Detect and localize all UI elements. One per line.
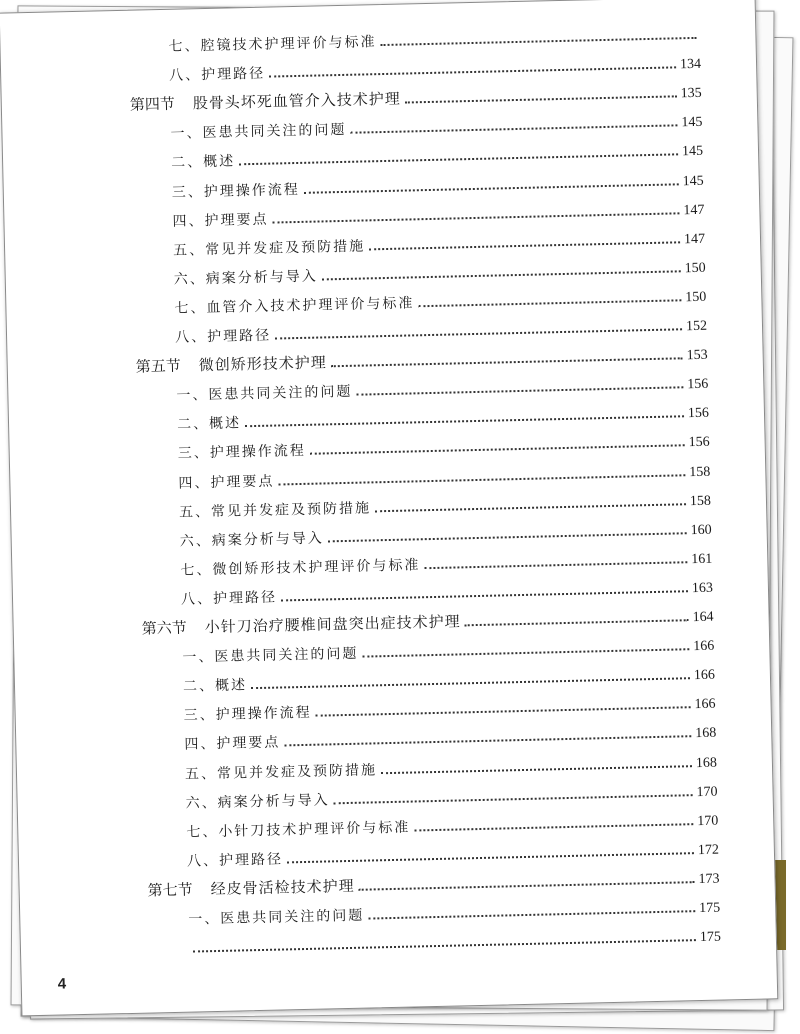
section-number: 第五节 bbox=[135, 356, 181, 376]
item-title: 二、概述 bbox=[170, 153, 236, 172]
dot-leader bbox=[328, 532, 687, 542]
toc-page-number: 150 bbox=[685, 289, 707, 306]
dot-leader bbox=[381, 765, 692, 774]
toc-page-number: 153 bbox=[686, 347, 708, 364]
item-title: 二、概述 bbox=[182, 677, 248, 695]
item-title: 四、护理要点 bbox=[172, 211, 269, 230]
toc-page-number: 168 bbox=[695, 726, 717, 742]
item-title: 七、小针刀技术护理评价与标准 bbox=[186, 819, 411, 841]
dot-leader bbox=[284, 736, 691, 747]
item-title: 五、常见并发症及预防措施 bbox=[172, 238, 366, 259]
dot-leader bbox=[375, 503, 686, 512]
toc-page-number: 156 bbox=[688, 435, 710, 451]
toc-page-number: 170 bbox=[696, 784, 718, 800]
toc-page-number: 173 bbox=[698, 871, 720, 887]
dot-leader bbox=[281, 590, 688, 601]
item-title: 三、护理操作流程 bbox=[171, 181, 300, 201]
dot-leader bbox=[369, 241, 680, 250]
dot-leader bbox=[356, 386, 683, 395]
toc-page-number: 175 bbox=[699, 900, 721, 917]
dot-leader bbox=[359, 881, 695, 891]
item-title: 八、护理路径 bbox=[186, 851, 284, 870]
item-title: 六、病案分析与导入 bbox=[185, 792, 330, 812]
toc-page-number: 156 bbox=[687, 406, 710, 422]
toc-page-number: 161 bbox=[691, 551, 713, 567]
dot-leader bbox=[424, 561, 687, 569]
section-title: 股骨头坏死血管介入技术护理 bbox=[192, 89, 402, 113]
dot-leader bbox=[405, 96, 677, 104]
toc-page-number: 150 bbox=[684, 260, 706, 277]
dot-leader bbox=[331, 357, 683, 367]
toc-page-number: 152 bbox=[685, 318, 708, 335]
toc-page-number: 160 bbox=[690, 522, 712, 538]
item-title: 六、病案分析与导入 bbox=[173, 268, 318, 288]
toc-page-number: 172 bbox=[697, 842, 720, 858]
dot-leader bbox=[368, 910, 695, 919]
item-title: 七、微创矫形技术护理评价与标准 bbox=[180, 557, 421, 579]
dot-leader bbox=[381, 37, 697, 46]
item-title: 二、概述 bbox=[176, 415, 242, 434]
item-title: 一、医患共同关注的问题 bbox=[182, 645, 359, 666]
dot-leader bbox=[351, 125, 678, 134]
dot-leader bbox=[334, 794, 693, 804]
item-title: 一、医患共同关注的问题 bbox=[188, 907, 365, 928]
toc-page-number: 170 bbox=[697, 813, 719, 829]
section-number: 第七节 bbox=[147, 880, 193, 900]
dot-leader bbox=[362, 648, 689, 657]
dot-leader bbox=[273, 212, 680, 223]
item-title: 三、护理操作流程 bbox=[177, 443, 306, 463]
dot-leader bbox=[278, 474, 685, 485]
dot-leader bbox=[275, 328, 682, 339]
toc-page-number: 175 bbox=[699, 929, 722, 946]
toc-page-number: 166 bbox=[694, 696, 716, 713]
dot-leader bbox=[465, 619, 689, 626]
dot-leader bbox=[310, 445, 685, 456]
toc-page-number: 163 bbox=[691, 580, 714, 597]
toc-page-number: 164 bbox=[692, 609, 714, 626]
toc-page-number: 158 bbox=[689, 464, 711, 480]
item-title: 四、护理要点 bbox=[184, 734, 281, 754]
section-title: 经皮骨活检技术护理 bbox=[210, 876, 355, 899]
toc-page-number: 147 bbox=[683, 202, 705, 218]
toc-item-row bbox=[189, 922, 721, 958]
toc-page-number: 158 bbox=[689, 493, 712, 509]
section-number: 第四节 bbox=[129, 94, 176, 114]
item-title: 四、护理要点 bbox=[178, 473, 275, 492]
dot-leader bbox=[304, 183, 679, 194]
toc-page-number: 168 bbox=[695, 755, 718, 771]
toc-page-number: 166 bbox=[693, 638, 715, 655]
item-title: 八、护理路径 bbox=[180, 589, 278, 608]
dot-leader bbox=[269, 66, 676, 77]
item-title: 一、医患共同关注的问题 bbox=[170, 122, 347, 143]
item-title: 一、医患共同关注的问题 bbox=[176, 383, 353, 404]
toc-page-number: 166 bbox=[693, 667, 716, 684]
dot-leader bbox=[287, 852, 694, 863]
toc-page-number: 134 bbox=[679, 56, 702, 73]
dot-leader bbox=[239, 154, 678, 166]
dot-leader bbox=[251, 677, 690, 689]
dot-leader bbox=[322, 270, 681, 280]
dot-leader bbox=[316, 706, 691, 717]
item-title: 五、常见并发症及预防措施 bbox=[184, 761, 378, 783]
dot-leader bbox=[193, 939, 696, 952]
section-title: 小针刀治疗腰椎间盘突出症技术护理 bbox=[204, 612, 461, 637]
item-title: 七、腔镜技术护理评价与标准 bbox=[168, 34, 377, 55]
item-title: 八、护理路径 bbox=[174, 327, 272, 346]
toc-page-number: 145 bbox=[681, 115, 703, 131]
item-title: 五、常见并发症及预防措施 bbox=[178, 499, 372, 521]
dot-leader bbox=[414, 823, 693, 831]
item-title: 八、护理路径 bbox=[169, 65, 266, 84]
section-number: 第六节 bbox=[141, 618, 187, 638]
toc-page-number: 145 bbox=[682, 173, 704, 189]
toc-page-number: 145 bbox=[681, 144, 704, 160]
dot-leader bbox=[418, 299, 681, 307]
toc-page-number: 135 bbox=[680, 85, 702, 102]
dot-leader bbox=[245, 416, 684, 428]
page-number: 4 bbox=[57, 975, 67, 993]
section-title: 微创矫形技术护理 bbox=[198, 353, 327, 375]
toc-page-number: 156 bbox=[687, 376, 709, 393]
item-title: 六、病案分析与导入 bbox=[179, 530, 324, 550]
item-title: 七、血管介入技术护理评价与标准 bbox=[174, 295, 415, 317]
item-title: 三、护理操作流程 bbox=[183, 705, 312, 724]
toc-page-number: 147 bbox=[683, 231, 706, 247]
